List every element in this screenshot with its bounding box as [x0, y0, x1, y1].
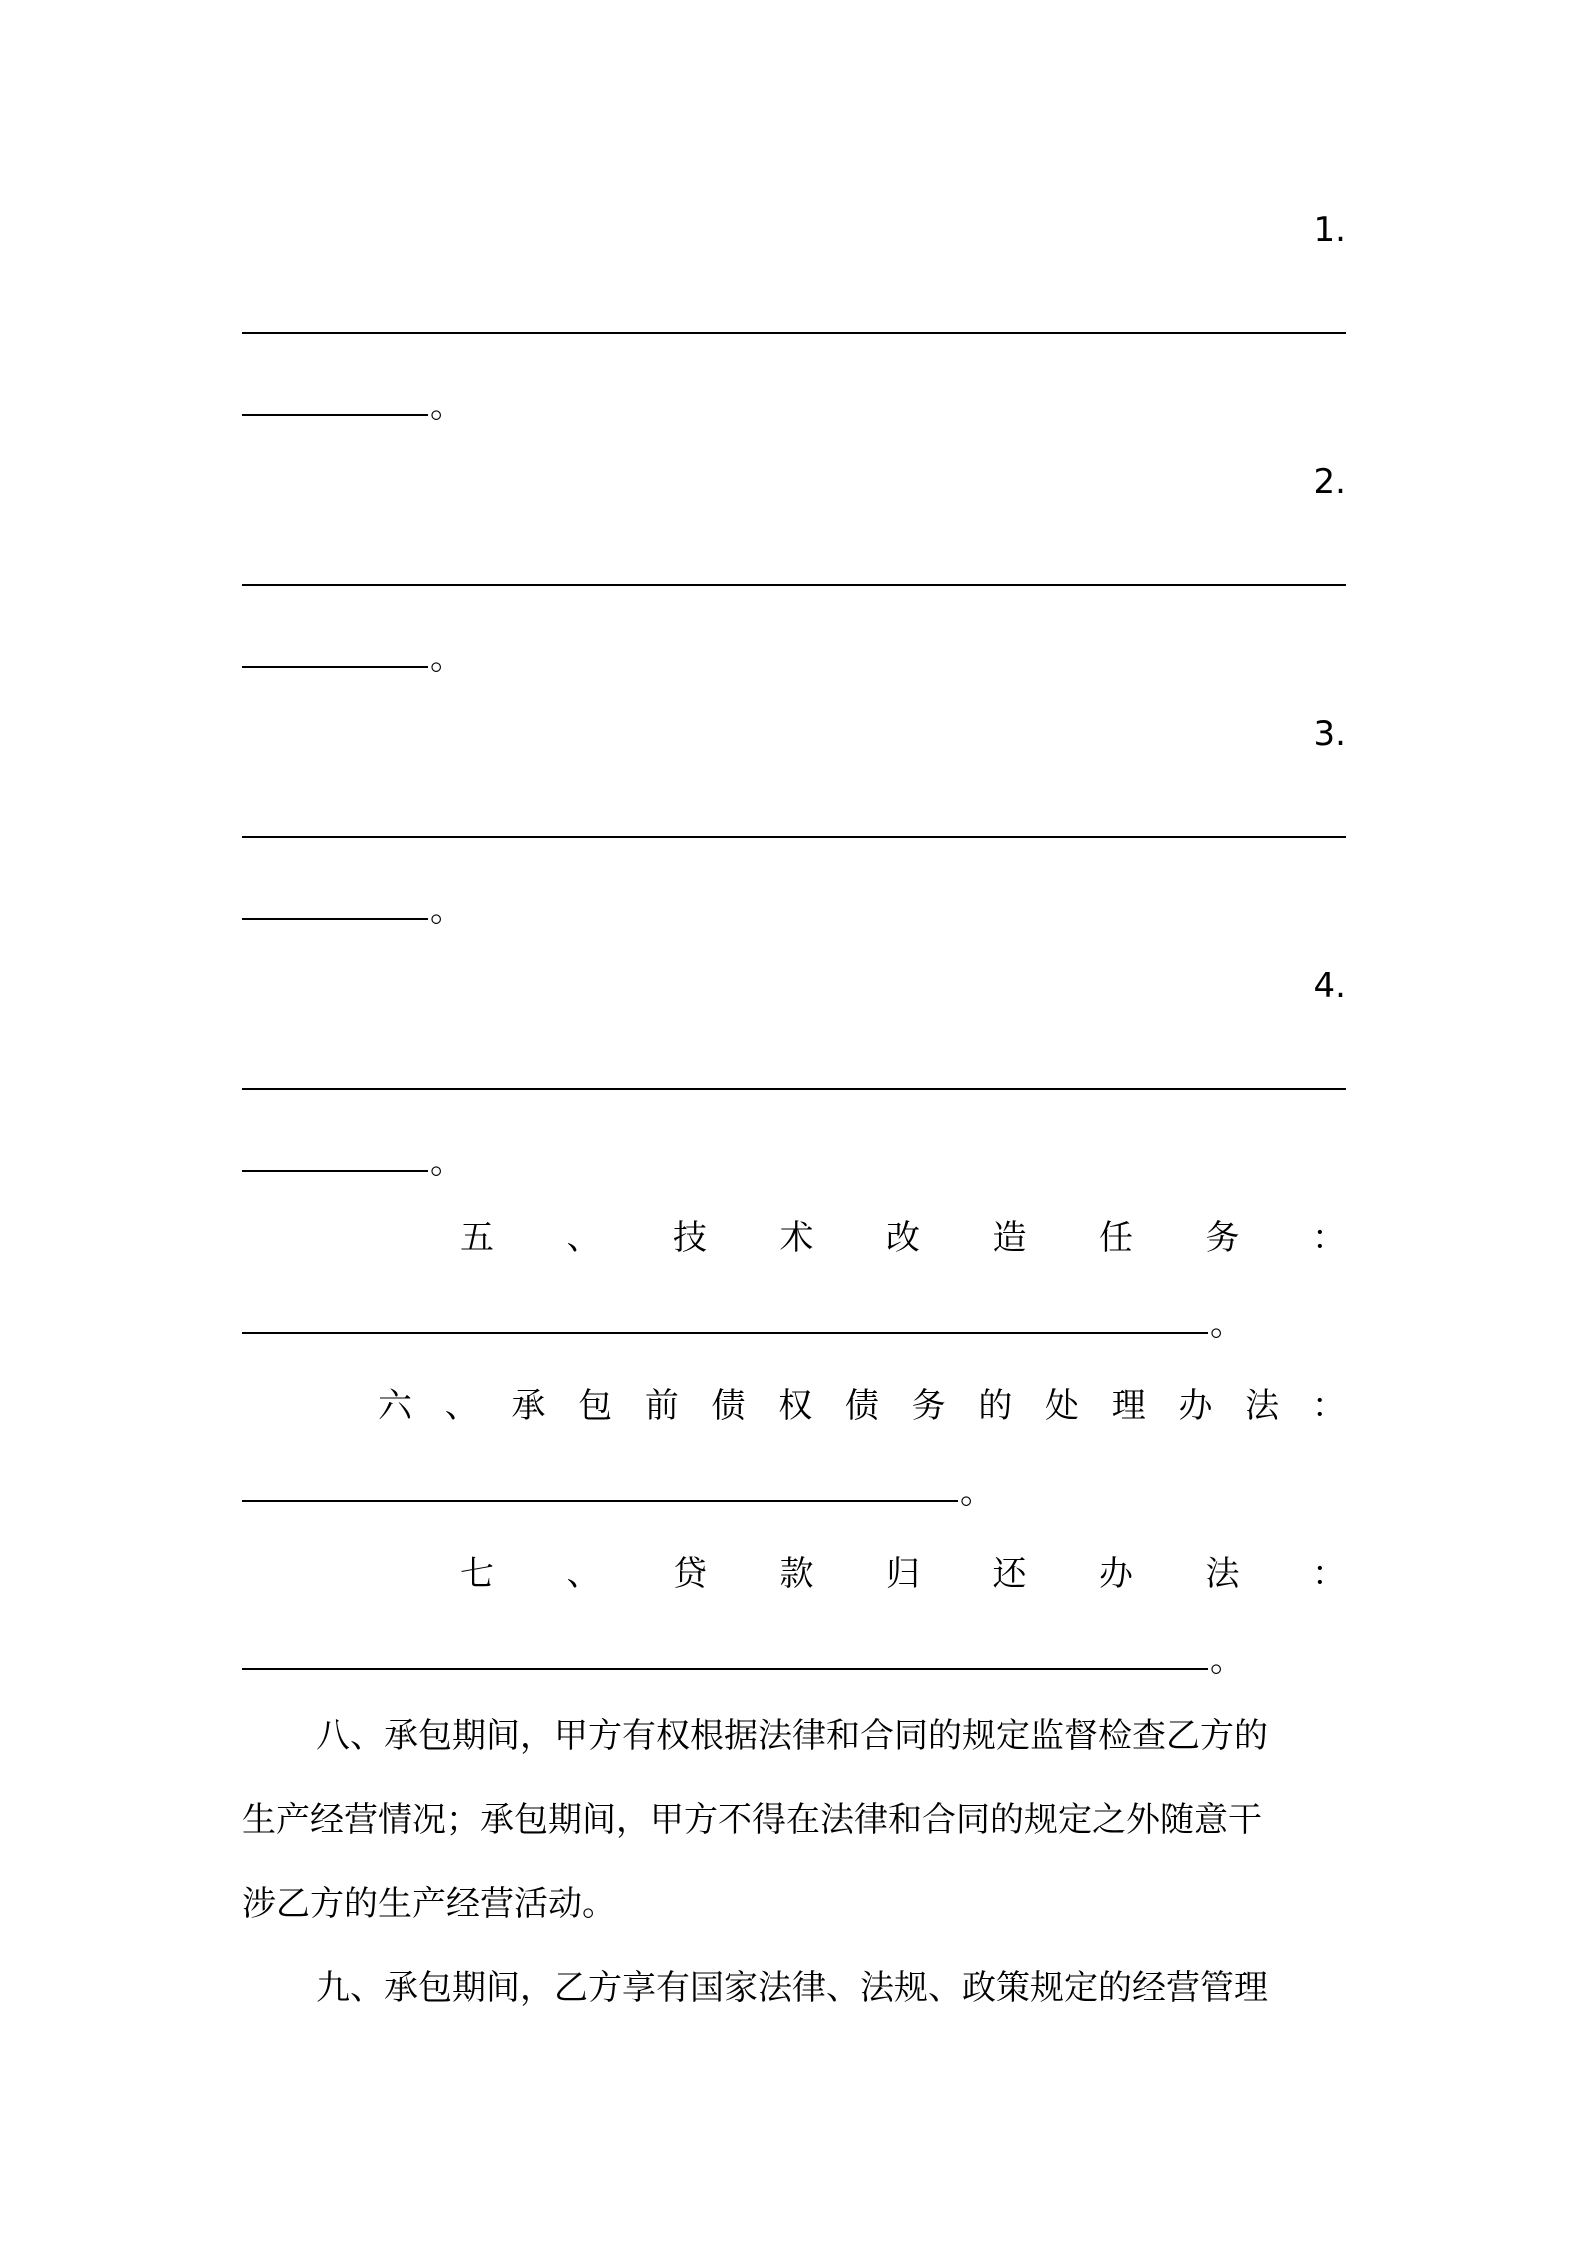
- s5-char: 、: [566, 1218, 601, 1258]
- s6-char: 前: [644, 1386, 679, 1426]
- s5-char: ：: [1312, 1218, 1346, 1258]
- section-8-line-3: 涉乙方的生产经营活动。: [242, 1884, 616, 1924]
- section-6-end: 。: [960, 1472, 994, 1512]
- s7-char: 七: [460, 1554, 494, 1594]
- section-8-line-1: 八、承包期间，甲方有权根据法律和合同的规定监督检查乙方的: [316, 1716, 1268, 1756]
- s7-char: 、: [566, 1554, 601, 1594]
- item-number-2: 2.: [1313, 462, 1346, 502]
- s6-char: 办: [1178, 1386, 1213, 1426]
- s5-char: 五: [460, 1218, 494, 1258]
- item-tail-1: [242, 382, 1346, 430]
- section-5-blank: [242, 1300, 1346, 1348]
- s6-char: 理: [1111, 1386, 1146, 1426]
- section-5-end: 。: [1210, 1304, 1244, 1344]
- s5-char: 技: [673, 1218, 707, 1258]
- item-number-1: 1.: [1313, 210, 1346, 250]
- s5-char: 改: [886, 1218, 920, 1258]
- s6-char: 承: [511, 1386, 546, 1426]
- section-7-blank: [242, 1636, 1346, 1684]
- s5-char: 术: [779, 1218, 814, 1258]
- section-9-line-1: 九、承包期间，乙方享有国家法律、法规、政策规定的经营管理: [316, 1968, 1268, 2008]
- s6-char: 的: [978, 1386, 1013, 1426]
- s6-char: 务: [911, 1386, 946, 1426]
- s6-char: 债: [844, 1386, 879, 1426]
- item-blank-line-2: [242, 584, 1346, 586]
- item-number-3: 3.: [1313, 714, 1346, 754]
- item-blank-line-1: [242, 332, 1346, 334]
- s5-char: 造: [992, 1218, 1027, 1258]
- section-7-heading: [460, 1550, 1346, 1598]
- item-end-4: 。: [430, 1142, 464, 1182]
- s6-char: 包: [578, 1386, 613, 1426]
- item-end-1: 。: [430, 386, 464, 426]
- section-7-end: 。: [1210, 1640, 1244, 1680]
- s5-char: 务: [1205, 1218, 1240, 1258]
- s6-char: 处: [1045, 1386, 1080, 1426]
- item-number-4: 4.: [1313, 966, 1346, 1006]
- section-5-underline: [242, 1332, 1208, 1334]
- s6-char: 债: [711, 1386, 746, 1426]
- s7-char: ：: [1312, 1554, 1346, 1594]
- section-6-heading: [378, 1382, 1346, 1430]
- item-blank-tail-4: [242, 1170, 428, 1172]
- s6-char: 法: [1245, 1386, 1280, 1426]
- section-8-line-2: 生产经营情况；承包期间，甲方不得在法律和合同的规定之外随意干: [242, 1800, 1262, 1840]
- item-end-3: 。: [430, 890, 464, 930]
- s7-char: 归: [886, 1554, 920, 1594]
- item-blank-line-4: [242, 1088, 1346, 1090]
- item-blank-tail-2: [242, 666, 428, 668]
- item-tail-2: [242, 634, 1346, 682]
- s7-char: 贷: [673, 1554, 707, 1594]
- s7-char: 办: [1099, 1554, 1133, 1594]
- section-6-blank: [242, 1468, 1346, 1516]
- item-blank-tail-3: [242, 918, 428, 920]
- s7-char: 还: [992, 1554, 1027, 1594]
- item-tail-4: [242, 1138, 1346, 1186]
- s7-char: 法: [1205, 1554, 1240, 1594]
- s6-char: ：: [1311, 1386, 1346, 1426]
- s5-char: 任: [1099, 1218, 1133, 1258]
- s6-char: 六: [378, 1386, 412, 1426]
- item-blank-line-3: [242, 836, 1346, 838]
- s7-char: 款: [779, 1554, 814, 1594]
- section-5-heading: [460, 1214, 1346, 1262]
- s6-char: 权: [778, 1386, 813, 1426]
- item-tail-3: [242, 886, 1346, 934]
- section-7-underline: [242, 1668, 1208, 1670]
- s6-char: 、: [444, 1386, 479, 1426]
- item-end-2: 。: [430, 638, 464, 678]
- item-blank-tail-1: [242, 414, 428, 416]
- section-6-underline: [242, 1500, 958, 1502]
